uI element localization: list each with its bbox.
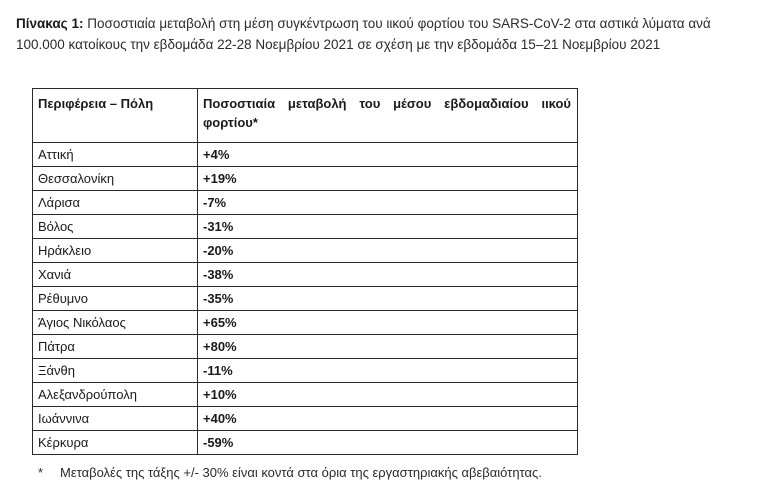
table-row xyxy=(33,335,578,359)
change-cell: +40% xyxy=(198,407,578,431)
change-cell: +10% xyxy=(198,383,578,407)
header-city: Περιφέρεια – Πόλη xyxy=(33,89,198,143)
change-cell: +65% xyxy=(198,311,578,335)
city-cell: Κέρκυρα xyxy=(33,431,198,455)
change-cell: -38% xyxy=(198,263,578,287)
footnote-text: Μεταβολές της τάξης +/- 30% είναι κοντά στα όρια της εργαστηριακής αβεβαιότητας. xyxy=(60,465,542,480)
table-row xyxy=(33,191,578,215)
city-cell: Άγιος Νικόλαος xyxy=(33,311,198,335)
caption-label: Πίνακας 1: xyxy=(16,16,84,31)
table-row xyxy=(33,215,578,239)
change-cell: -7% xyxy=(198,191,578,215)
city-cell: Ξάνθη xyxy=(33,359,198,383)
table-row xyxy=(33,431,578,455)
change-cell: -59% xyxy=(198,431,578,455)
city-cell: Ρέθυμνο xyxy=(33,287,198,311)
city-cell: Πάτρα xyxy=(33,335,198,359)
table-row xyxy=(33,359,578,383)
table-row xyxy=(33,287,578,311)
change-cell: -31% xyxy=(198,215,578,239)
city-cell: Ιωάννινα xyxy=(33,407,198,431)
header-change: Ποσοστιαία μεταβολή του μέσου εβδομαδιαίου ιικού φορτίου* xyxy=(198,89,578,143)
city-cell: Θεσσαλονίκη xyxy=(33,167,198,191)
change-cell: -11% xyxy=(198,359,578,383)
change-cell: -35% xyxy=(198,287,578,311)
city-cell: Ηράκλειο xyxy=(33,239,198,263)
table-caption xyxy=(16,13,756,55)
table-row xyxy=(33,239,578,263)
city-cell: Χανιά xyxy=(33,263,198,287)
table-row xyxy=(33,383,578,407)
wastewater-change-table xyxy=(32,88,578,455)
table-row xyxy=(33,311,578,335)
city-cell: Αλεξανδρούπολη xyxy=(33,383,198,407)
table-row xyxy=(33,407,578,431)
change-cell: +19% xyxy=(198,167,578,191)
table-row xyxy=(33,263,578,287)
table-body xyxy=(33,143,578,455)
table-row xyxy=(33,167,578,191)
city-cell: Αττική xyxy=(33,143,198,167)
change-cell: +4% xyxy=(198,143,578,167)
caption-text: Ποσοστιαία μεταβολή στη μέση συγκέντρωση του ιικού φορτίου του SARS-CoV-2 στα αστικά λύματα ανά 100.000 κατοίκους την εβδομάδα 22-28 Νοεμβρίου 2021 σε σχέση με την εβδομάδα 15–21 Νοεμβρίου 2021 xyxy=(16,16,711,52)
table-row xyxy=(33,143,578,167)
footnote-marker: * xyxy=(38,465,44,480)
city-cell: Βόλος xyxy=(33,215,198,239)
change-cell: -20% xyxy=(198,239,578,263)
city-cell: Λάρισα xyxy=(33,191,198,215)
table-header-row xyxy=(33,89,578,143)
change-cell: +80% xyxy=(198,335,578,359)
footnote xyxy=(38,465,542,480)
